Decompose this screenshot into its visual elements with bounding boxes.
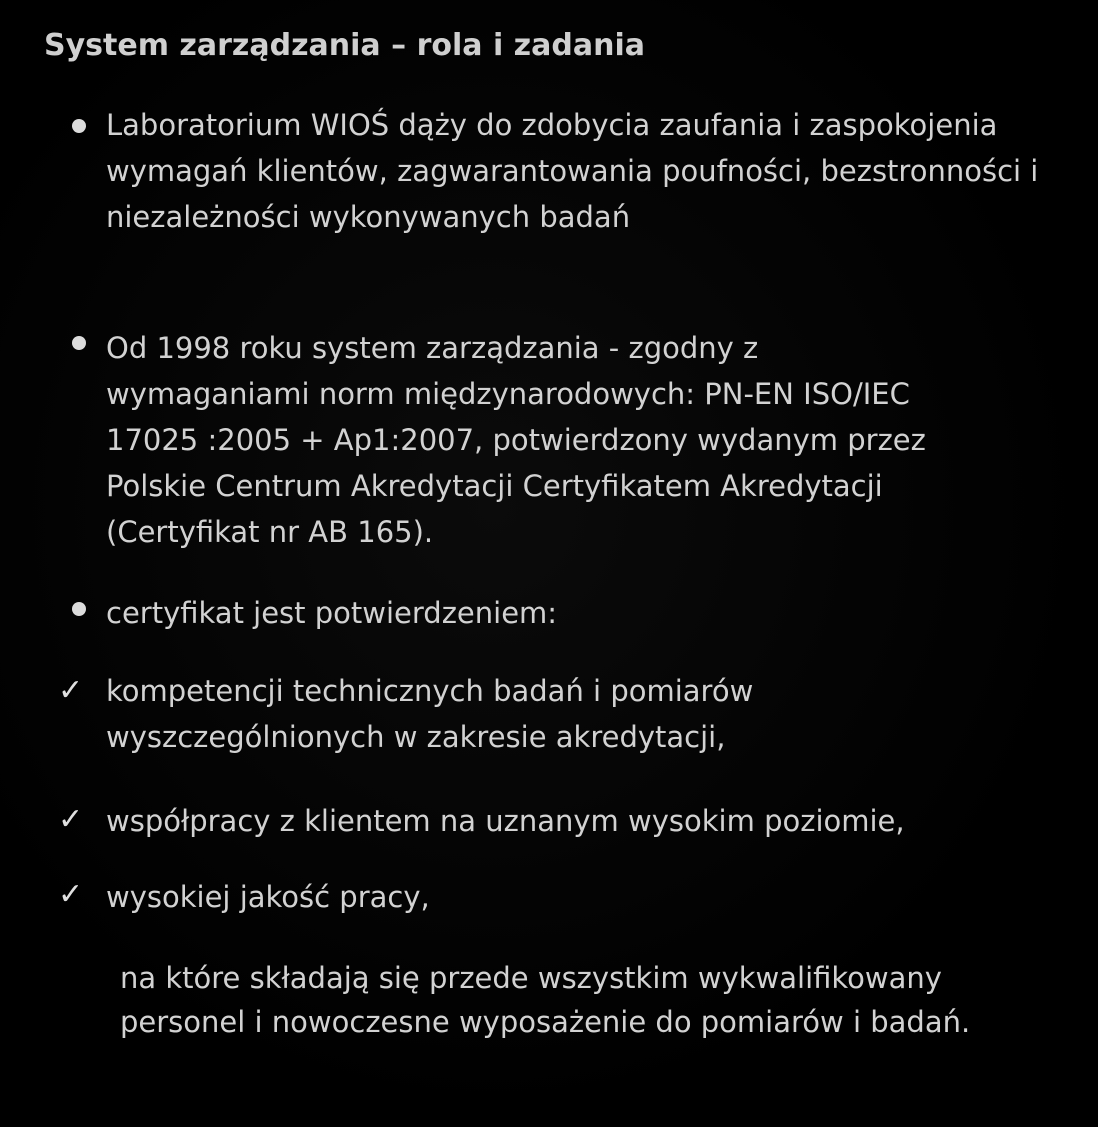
bullet-item-3 xyxy=(106,590,1066,636)
bullet-dot-icon xyxy=(72,119,86,133)
bullet-item-2 xyxy=(106,325,966,555)
checkmark-icon: ✓ xyxy=(58,877,84,912)
bullet-item-3-text: certyfikat jest potwierdzeniem: xyxy=(106,596,558,630)
footer-paragraph-text: na które składają się przede wszystkim wykwalifikowany personel i nowoczesne wyposażenie do pomiarów i badań. xyxy=(120,961,971,1039)
bullet-item-1 xyxy=(106,102,1066,240)
bullet-dot-icon xyxy=(72,602,86,616)
check-item-1-text: kompetencji technicznych badań i pomiarów wyszczególnionych w zakresie akredytacji, xyxy=(106,674,754,754)
slide-title: System zarządzania – rola i zadania xyxy=(44,28,645,63)
check-item-2-text: współpracy z klientem na uznanym wysokim poziomie, xyxy=(106,804,905,838)
check-item-3-text: wysokiej jakość pracy, xyxy=(106,880,430,914)
footer-paragraph xyxy=(120,956,1050,1044)
check-item-1 xyxy=(106,668,906,760)
bullet-dot-icon xyxy=(72,336,86,350)
checkmark-icon: ✓ xyxy=(58,802,84,837)
check-item-2 xyxy=(106,798,1086,844)
bullet-item-2-text: Od 1998 roku system zarządzania - zgodny z wymaganiami norm międzynarodowych: PN-EN ISO/IEC 17025 :2005 + Ap1:2007, potwierdzony wydanym przez Polskie Centrum Akredytacji Certyfikatem Akredytacji (Certyfikat nr AB 165). xyxy=(106,331,926,549)
bullet-item-1-text: Laboratorium WIOŚ dąży do zdobycia zaufania i zaspokojenia wymagań klientów, zagwarantowania poufności, bezstronności i niezależności wykonywanych badań xyxy=(106,108,1039,234)
checkmark-icon: ✓ xyxy=(58,673,84,708)
check-item-3 xyxy=(106,874,1006,920)
